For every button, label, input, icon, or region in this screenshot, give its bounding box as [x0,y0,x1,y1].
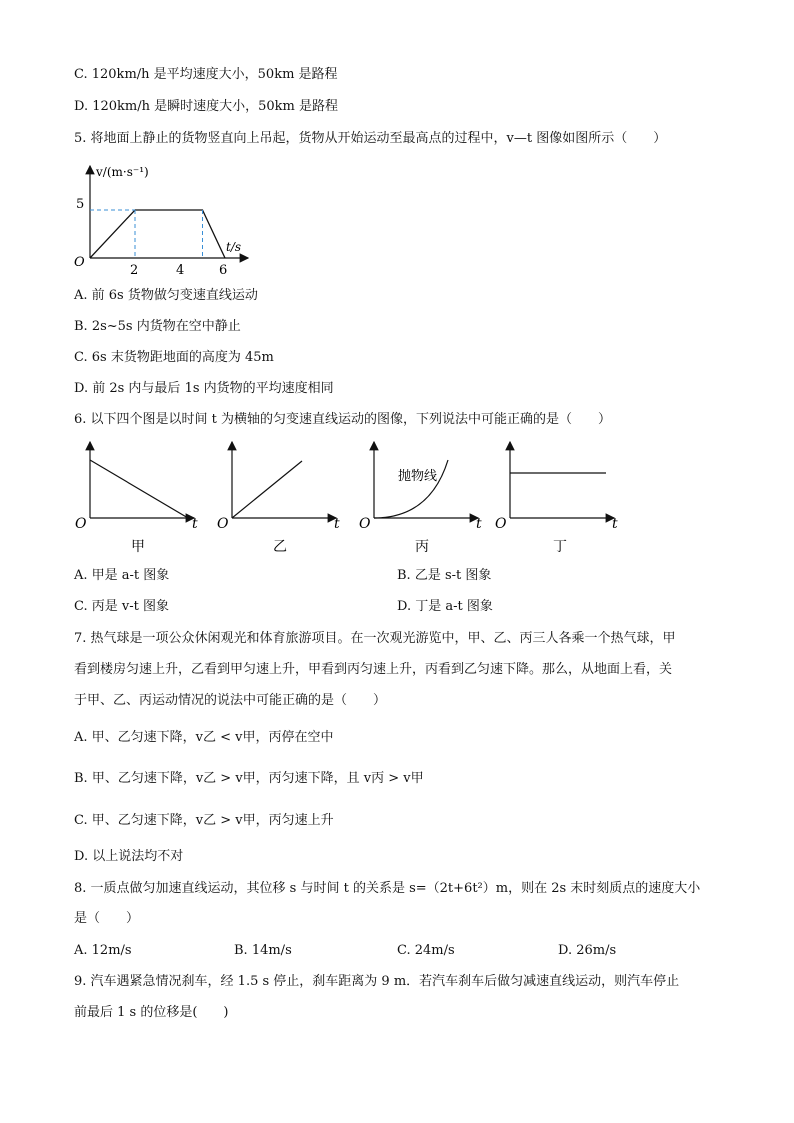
q6-label-bing: 丙 [415,539,429,555]
q5-vt-graph [70,158,260,280]
q6-yi-line [232,461,302,518]
q5-option-b: B. 2s~5s 内货物在空中静止 [74,319,241,334]
q6-graph-ding [495,442,618,555]
svg-text:t: t [612,516,618,532]
q6-stem: 6. 以下四个图是以时间 t 为横轴的匀变速直线运动的图像，下列说法中可能正确的是（ ） [74,412,612,427]
svg-text:O: O [217,516,229,532]
q7-line-2: 看到楼房匀速上升，乙看到甲匀速上升，甲看到丙匀速上升，丙看到乙匀速下降。那么，从地面上看，关 [74,662,673,677]
q5-vt-line [90,210,225,258]
q5-ytick-5: 5 [76,197,85,212]
q6-parabola-label: 抛物线 [398,469,438,484]
q7-line-3: 于甲、乙、丙运动情况的说法中可能正确的是（ ） [74,693,387,708]
svg-text:t: t [476,516,482,532]
q6-graphs [70,438,630,560]
q6-jia-line [90,460,188,518]
q6-label-ding: 丁 [553,539,567,555]
q9-line-2: 前最后 1 s 的位移是( ) [74,1005,229,1020]
q7-option-a: A. 甲、乙匀速下降，v乙 < v甲，丙停在空中 [74,730,334,745]
svg-text:t: t [334,516,340,532]
q5-plot [90,210,225,258]
q4-option-d: D. 120km/h 是瞬时速度大小，50km 是路程 [74,99,339,114]
q6-option-a: A. 甲是 a-t 图象 [74,568,170,583]
q7-option-c: C. 甲、乙匀速下降，v乙 > v甲，丙匀速上升 [74,813,334,828]
q5-xtick-4: 4 [176,263,185,278]
q5-option-d: D. 前 2s 内与最后 1s 内货物的平均速度相同 [74,381,334,396]
q6-graph-yi [217,442,340,555]
svg-text:t: t [192,516,198,532]
q5-origin: O [74,255,85,270]
q6-graph-bing [359,442,482,555]
q9-line-1: 9. 汽车遇紧急情况刹车，经 1.5 s 停止，刹车距离为 9 m．若汽车刹车后做匀减速直线运动，则汽车停止 [74,974,680,989]
q5-ylabel: v/(m·s⁻¹) [96,165,149,179]
q8-line-2: 是（ ） [74,911,140,926]
q6-option-d: D. 丁是 a-t 图象 [397,599,493,614]
q6-option-c: C. 丙是 v-t 图象 [74,599,169,614]
q8-option-c: C. 24m/s [397,943,455,958]
q5-option-a: A. 前 6s 货物做匀变速直线运动 [74,288,258,303]
q8-option-b: B. 14m/s [234,943,292,958]
q8-option-a: A. 12m/s [74,943,132,958]
q6-option-b: B. 乙是 s-t 图象 [397,568,492,583]
q5-xlabel: t/s [226,240,242,254]
q6-label-jia: 甲 [131,539,145,555]
q5-option-c: C. 6s 末货物距地面的高度为 45m [74,350,274,365]
q5-xtick-2: 2 [130,263,139,278]
svg-text:O: O [75,516,87,532]
q6-label-yi: 乙 [273,539,287,555]
q7-option-b: B. 甲、乙匀速下降，v乙 > v甲，丙匀速下降，且 v丙 > v甲 [74,771,424,786]
q7-line-1: 7. 热气球是一项公众休闲观光和体育旅游项目。在一次观光游览中，甲、乙、丙三人各乘一个热气球，甲 [74,631,676,646]
q7-option-d: D. 以上说法均不对 [74,849,184,864]
q8-line-1: 8. 一质点做匀加速直线运动，其位移 s 与时间 t 的关系是 s=（2t+6t²）m，则在 2s 末时刻质点的速度大小 [74,881,701,896]
svg-text:O: O [495,516,507,532]
q5-xtick-6: 6 [219,263,228,278]
q6-graph-jia [75,442,198,555]
q4-option-c: C. 120km/h 是平均速度大小，50km 是路程 [74,67,338,82]
q8-option-d: D. 26m/s [558,943,617,958]
q5-stem: 5. 将地面上静止的货物竖直向上吊起，货物从开始运动至最高点的过程中，v—t 图像如图所示（ ） [74,131,667,146]
svg-text:O: O [359,516,371,532]
